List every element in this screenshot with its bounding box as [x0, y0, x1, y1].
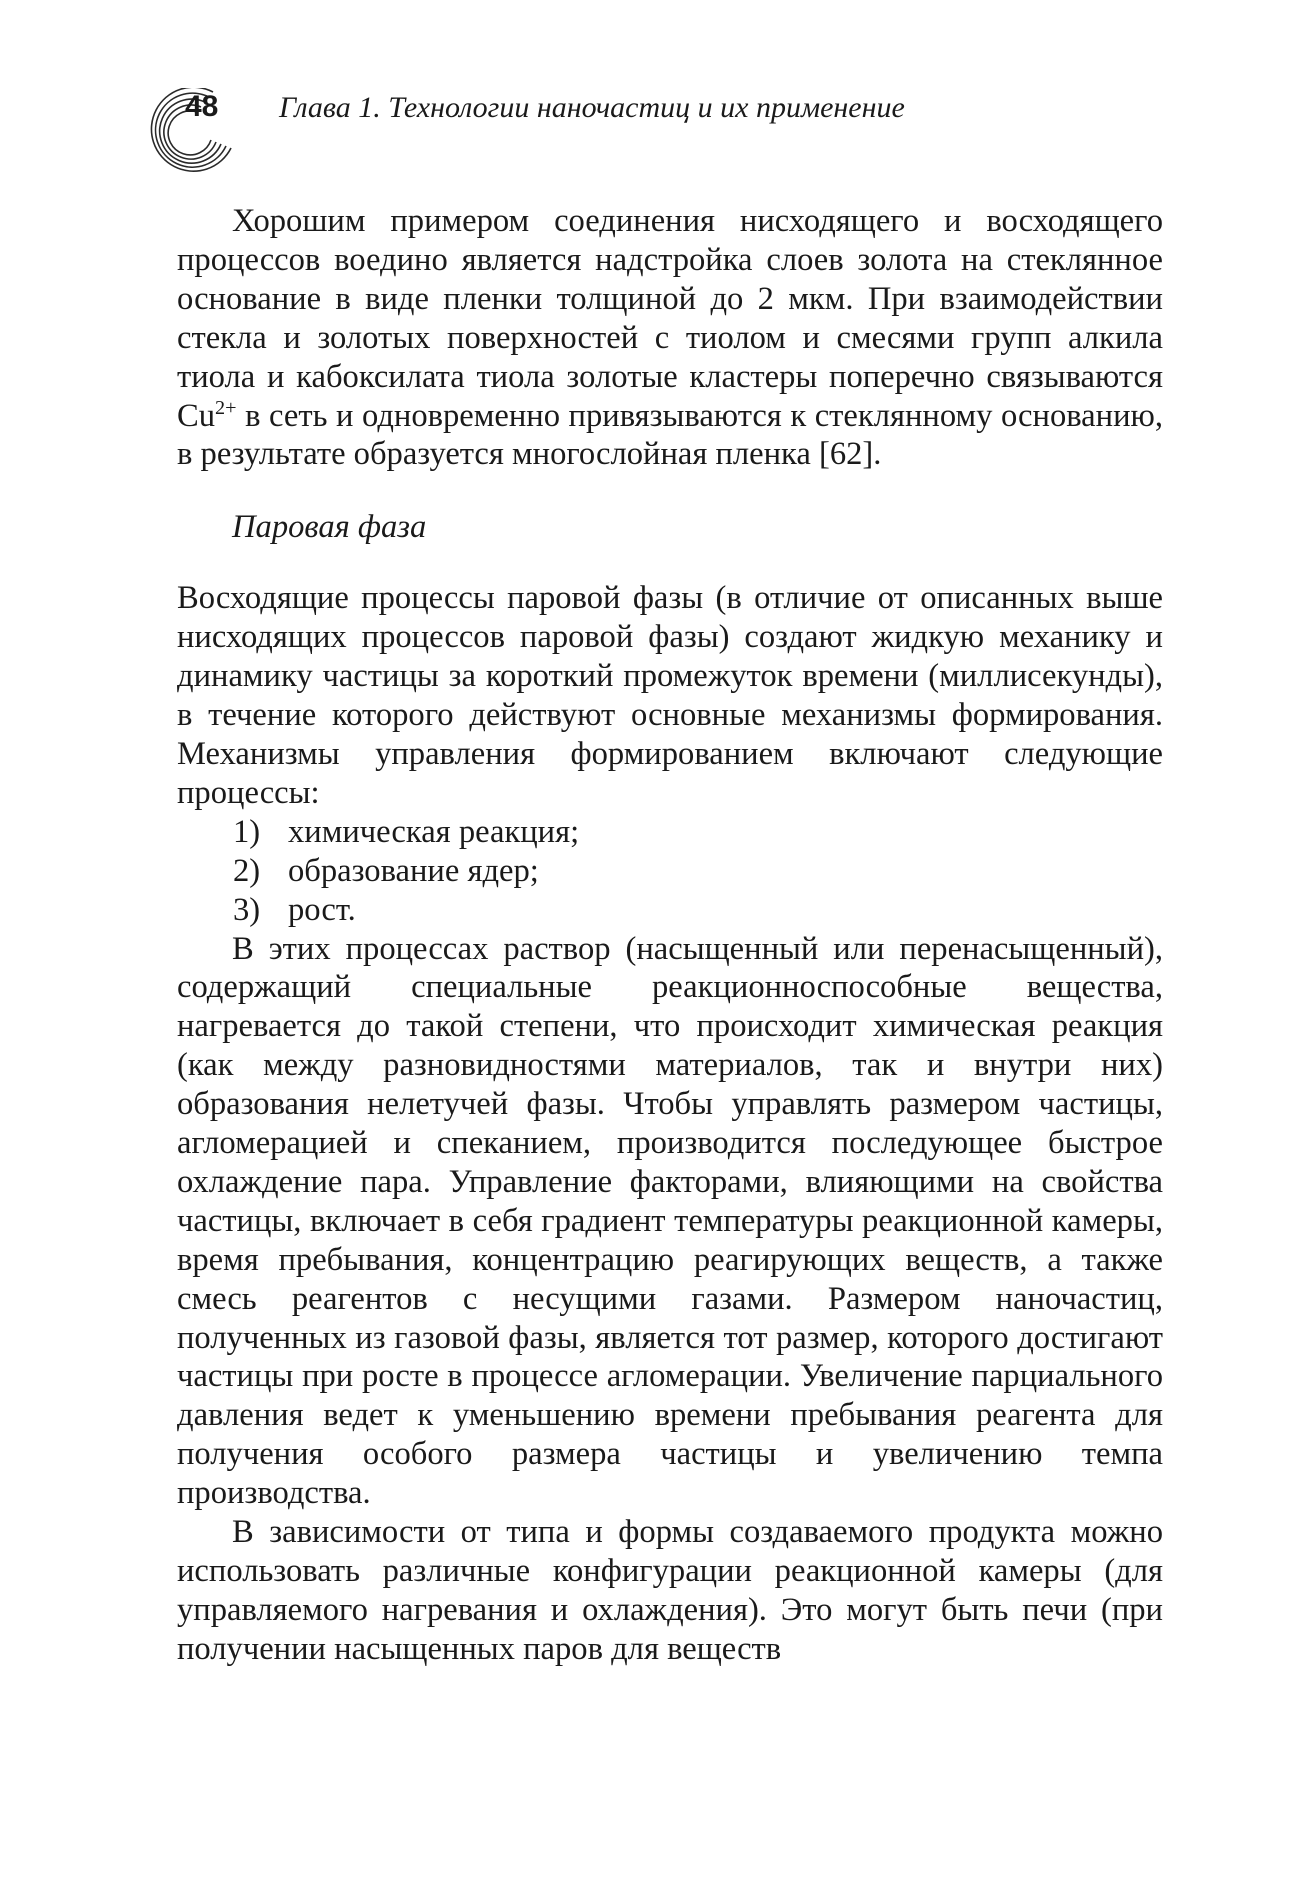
paragraph-1: Хорошим примером соединения нисходящего и восходящего процессов воедино является надстройка слоев золота на стеклянное основание в виде пленки толщиной до 2 мкм. При взаимодействии стекла и золотых поверхностей с тиолом и смесями групп алкила тиола и кабоксилата тиола золотые кластеры поперечно связываются $Cu^{2+}$ в сеть и одновременно привязываются к стеклянному основанию, в результате образуется многослойная пленка [62]. [177, 203, 1163, 473]
page-header [143, 88, 1173, 168]
section-heading: Паровая фаза [232, 509, 427, 546]
running-title: Глава 1. Технологии наночастиц и их применение [279, 91, 905, 124]
paragraph-4: В зависимости от типа и формы создаваемого продукта можно использовать различные конфигурации реакционной камеры (для управляемого нагревания и охлаждения). Это могут быть печи (при получении насыщенных паров для веществ [177, 1514, 1163, 1667]
process-list [177, 813, 1163, 930]
paragraph-3: В этих процессах раствор (насыщенный или перенасыщенный), содержащий специальные реакционноспособные вещества, нагревается до такой степени, что происходит химическая реакция (как между разновидностями материалов, так и внутри них) образования нелетучей фазы. Чтобы управлять размером частицы, агломерацией и спеканием, производится последующее быстрое охлаждение пара. Управление факторами, влияющими на свойства частицы, включает в себя градиент температуры реакционной камеры, время пребывания, концентрацию реагирующих веществ, а также смесь реагентов с несущими газами. Размером наночастиц, полученных из газовой фазы, является тот размер, которого достигают частицы при росте в процессе агломерации. Увеличение парциального давления ведет к уменьшению времени пребывания реагента для получения особого размера частицы и увеличению темпа производства. [177, 930, 1163, 1512]
list-item: 3) рост. [233, 891, 356, 928]
list-item: 1) химическая реакция; [233, 813, 580, 850]
paragraph-2: Восходящие процессы паровой фазы (в отличие от описанных выше нисходящих процессов паровой фазы) создают жидкую механику и динамику частицы за короткий промежуток времени (миллисекунды), в течение которого действуют основные механизмы формирования. Механизмы управления формированием включают следующие процессы: [177, 580, 1163, 811]
page-number: 48 [185, 90, 219, 123]
list-item: 2) образование ядер; [233, 852, 539, 889]
page-body [177, 202, 1163, 1669]
superscript: 2+ [215, 396, 237, 419]
